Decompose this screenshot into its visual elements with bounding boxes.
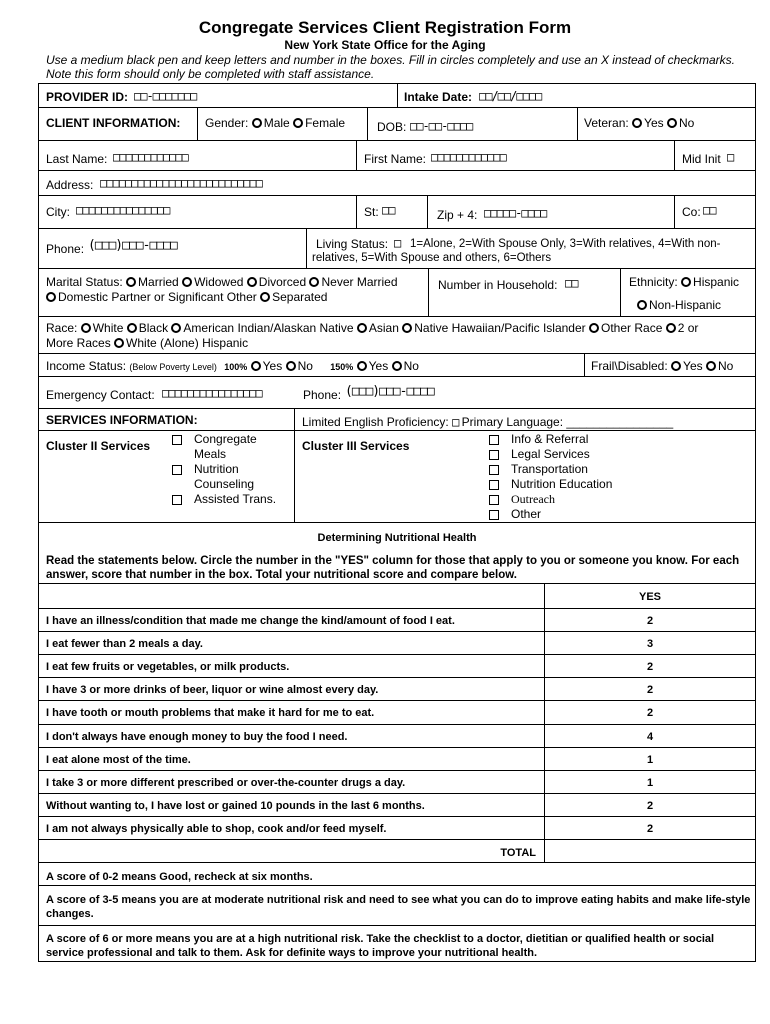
cluster-ii-item bbox=[172, 462, 294, 492]
total-score-box[interactable] bbox=[545, 840, 755, 861]
nutrition-question: I eat few fruits or vegetables, or milk products. bbox=[46, 661, 290, 673]
table-row-divider bbox=[38, 724, 756, 725]
dob-label: DOB: bbox=[377, 120, 407, 134]
row-divider bbox=[38, 353, 756, 354]
col-divider bbox=[356, 140, 357, 170]
living-status-options: 1=Alone, 2=With Spouse Only, 3=With relatives, 4=With non-relatives, 5=With Spouse and others, 6=Others bbox=[312, 238, 721, 264]
cluster-ii-list bbox=[172, 432, 294, 507]
cluster-iii-item-label: Nutrition Education bbox=[511, 477, 613, 491]
form-header bbox=[0, 18, 770, 52]
state-label: St: bbox=[364, 205, 379, 219]
row-divider bbox=[38, 376, 756, 377]
row-divider bbox=[38, 170, 756, 171]
cluster-ii-checkbox[interactable] bbox=[172, 495, 182, 505]
race-two-or-more-label-start: 2 or bbox=[677, 321, 699, 335]
cluster-ii-item bbox=[172, 492, 294, 507]
city-boxes[interactable]: □□□□□□□□□□□□□□□ bbox=[76, 203, 170, 217]
form-subtitle: New York State Office for the Aging bbox=[284, 38, 486, 52]
nutrition-question: I have tooth or mouth problems that make it hard for me to eat. bbox=[46, 707, 375, 719]
race-two-or-more-radio[interactable] bbox=[666, 323, 676, 333]
nutrition-question: I am not always physically able to shop, cook and/or feed myself. bbox=[46, 823, 387, 835]
marital-divorced-label: Divorced bbox=[258, 275, 307, 289]
cluster-iii-item bbox=[489, 462, 612, 477]
race-black-label: Black bbox=[138, 321, 169, 335]
mid-init-label: Mid Init bbox=[682, 152, 721, 166]
cluster-iii-item bbox=[489, 447, 612, 462]
score-good-text: A score of 0-2 means Good, recheck at six months. bbox=[46, 871, 313, 883]
mid-init-box[interactable]: □ bbox=[727, 150, 734, 164]
income-150-yes-label: Yes bbox=[368, 359, 389, 373]
nutrition-score[interactable]: 3 bbox=[646, 638, 654, 650]
cluster-iii-checkbox[interactable] bbox=[489, 435, 499, 445]
cluster-iii-item bbox=[489, 507, 612, 522]
cluster-iii-item-label: Info & Referral bbox=[511, 432, 589, 446]
income-100-yes-radio[interactable] bbox=[251, 361, 261, 371]
row-divider bbox=[38, 430, 756, 431]
marital-never-married-label: Never Married bbox=[321, 275, 398, 289]
cluster-iii-item-label: Other bbox=[511, 507, 542, 521]
first-name-label: First Name: bbox=[364, 152, 427, 166]
nutrition-score[interactable]: 4 bbox=[646, 731, 654, 743]
score-moderate-text: A score of 3-5 means you are at moderate nutritional risk and need to see what you can do to improve eating habits and make life-style changes. bbox=[46, 894, 751, 920]
ethnicity-non-hispanic-radio[interactable] bbox=[637, 300, 647, 310]
score-high-text: A score of 6 or more means you are at a high nutritional risk. Take the checklist to a doctor, dietitian or qualified health or social service professional and talk to them. Ask for definite ways to improve your nutritional health. bbox=[46, 933, 715, 959]
county-boxes[interactable]: □□ bbox=[703, 203, 716, 217]
cluster-ii-item-label: Congregate Meals bbox=[194, 432, 257, 461]
nutrition-score[interactable]: 2 bbox=[646, 615, 654, 627]
cluster-iii-checkbox[interactable] bbox=[489, 510, 499, 520]
ethnicity-hispanic-radio[interactable] bbox=[681, 277, 691, 287]
marital-widowed-radio[interactable] bbox=[182, 277, 192, 287]
gender-male-radio[interactable] bbox=[252, 118, 262, 128]
marital-status-row2 bbox=[46, 290, 327, 304]
col-divider bbox=[620, 268, 621, 316]
cluster-iii-item bbox=[489, 492, 612, 507]
table-row-divider bbox=[38, 700, 756, 701]
table-row-divider bbox=[38, 793, 756, 794]
lep-field bbox=[302, 415, 673, 429]
veteran-yes-label: Yes bbox=[644, 116, 664, 130]
nutrition-score[interactable]: 2 bbox=[646, 684, 654, 696]
nutrition-score[interactable]: 2 bbox=[646, 707, 654, 719]
nutrition-title: Determining Nutritional Health bbox=[317, 532, 477, 544]
veteran-field bbox=[584, 116, 694, 130]
provider-id-boxes[interactable]: □□-□□□□□□□ bbox=[134, 89, 197, 103]
intake-date-boxes[interactable]: □□/□□/□□□□ bbox=[479, 89, 542, 103]
col-divider bbox=[428, 268, 429, 316]
nutrition-question: I don't always have enough money to buy the food I need. bbox=[46, 731, 348, 743]
gender-male-label: Male bbox=[263, 116, 290, 130]
race-asian-label: Asian bbox=[368, 321, 399, 335]
marital-separated-radio[interactable] bbox=[260, 292, 270, 302]
race-row2 bbox=[46, 336, 248, 350]
cluster-iii-item bbox=[489, 477, 612, 492]
race-hispanic-label: Hispanic bbox=[202, 336, 249, 350]
veteran-label: Veteran: bbox=[584, 116, 629, 130]
race-white-alone-radio[interactable] bbox=[114, 338, 124, 348]
race-american-indian-radio[interactable] bbox=[171, 323, 181, 333]
race-hawaiian-radio[interactable] bbox=[402, 323, 412, 333]
yes-column-header: YES bbox=[638, 591, 661, 603]
race-two-or-more-label-end: More Races bbox=[46, 336, 111, 350]
emergency-contact-label: Emergency Contact: bbox=[46, 388, 155, 402]
race-asian-radio[interactable] bbox=[357, 323, 367, 333]
cluster-iii-item-label: Outreach bbox=[511, 492, 555, 506]
table-row-divider bbox=[38, 816, 756, 817]
col-divider bbox=[674, 195, 675, 228]
table-row-divider bbox=[38, 583, 756, 584]
marital-married-label: Married bbox=[138, 275, 179, 289]
nutrition-question: I eat fewer than 2 meals a day. bbox=[46, 638, 203, 650]
nutrition-score[interactable]: 2 bbox=[646, 800, 654, 812]
last-name-boxes[interactable]: □□□□□□□□□□□□ bbox=[113, 150, 188, 164]
form-instructions: Use a medium black pen and keep letters and number in the boxes. Fill in circles completely and use an X instead of checkmarks. Note this form should only be completed with staff assistance. bbox=[46, 53, 736, 81]
table-row-divider bbox=[38, 747, 756, 748]
ethnicity-row2 bbox=[637, 298, 721, 312]
race-hawaiian-label: Native Hawaiian/Pacific Islander bbox=[414, 321, 586, 335]
cluster-iii-checkbox[interactable] bbox=[489, 480, 499, 490]
living-status-box[interactable]: □ bbox=[394, 236, 401, 250]
cluster-iii-item bbox=[489, 432, 612, 447]
first-name-boxes[interactable]: □□□□□□□□□□□□ bbox=[431, 150, 506, 164]
nutrition-instructions: Read the statements below. Circle the number in the "YES" column for those that apply to you or someone you know. For each answer, score that number in the box. Total your nutritional score and compare below. bbox=[46, 555, 740, 581]
income-status-label: Income Status: bbox=[46, 359, 127, 373]
income-below-poverty-label: (Below Poverty Level) bbox=[129, 362, 217, 372]
col-divider bbox=[577, 107, 578, 140]
dob-boxes[interactable]: □□-□□-□□□□ bbox=[410, 119, 473, 133]
nutrition-question: I have 3 or more drinks of beer, liquor or wine almost every day. bbox=[46, 684, 379, 696]
cluster-iii-item-label: Legal Services bbox=[511, 447, 590, 461]
marital-married-radio[interactable] bbox=[126, 277, 136, 287]
zip-boxes[interactable]: □□□□□-□□□□ bbox=[484, 206, 547, 220]
income-150-label: 150% bbox=[330, 362, 354, 372]
row-divider bbox=[38, 195, 756, 196]
table-row-divider bbox=[38, 885, 756, 886]
income-100-label: 100% bbox=[224, 362, 248, 372]
cluster-iii-checkbox[interactable] bbox=[489, 450, 499, 460]
marital-divorced-radio[interactable] bbox=[247, 277, 257, 287]
nutrition-question: I have an illness/condition that made me change the kind/amount of food I eat. bbox=[46, 615, 455, 627]
marital-domestic-partner-label: Domestic Partner or Significant Other bbox=[58, 290, 257, 304]
income-100-yes-label: Yes bbox=[262, 359, 283, 373]
ethnicity-non-hispanic-label: Non-Hispanic bbox=[649, 298, 722, 312]
gender-label: Gender: bbox=[205, 116, 249, 130]
gender-female-label: Female bbox=[305, 116, 346, 130]
race-two-more-prefix: Race bbox=[634, 321, 663, 335]
frail-disabled-label: Frail\Disabled: bbox=[591, 359, 668, 373]
table-row-divider bbox=[38, 770, 756, 771]
living-status-label: Living Status: bbox=[316, 237, 389, 251]
form-title: Congregate Services Client Registration Form bbox=[198, 18, 572, 37]
marital-status-label: Marital Status: bbox=[46, 275, 123, 289]
household-label: Number in Household: bbox=[438, 278, 558, 292]
cluster-iii-checkbox[interactable] bbox=[489, 495, 499, 505]
ethnicity-row1 bbox=[629, 275, 739, 289]
county-label: Co: bbox=[682, 205, 701, 219]
intake-date-label: Intake Date: bbox=[404, 90, 473, 104]
table-row-divider bbox=[38, 925, 756, 926]
income-100-no-radio[interactable] bbox=[286, 361, 296, 371]
veteran-no-label: No bbox=[678, 116, 695, 130]
cluster-ii-item bbox=[172, 432, 294, 462]
cluster-ii-item-label: Assisted Trans. bbox=[194, 492, 277, 506]
gender-female-radio[interactable] bbox=[293, 118, 303, 128]
income-status-field bbox=[46, 359, 419, 374]
row-divider bbox=[38, 107, 756, 108]
total-label: TOTAL bbox=[500, 847, 536, 859]
col-divider bbox=[306, 228, 307, 268]
col-divider bbox=[367, 107, 368, 140]
cluster-iii-checkbox[interactable] bbox=[489, 465, 499, 475]
col-divider bbox=[584, 353, 585, 376]
nutrition-score[interactable]: 2 bbox=[646, 661, 654, 673]
last-name-label: Last Name: bbox=[46, 152, 108, 166]
col-divider bbox=[356, 195, 357, 228]
household-boxes[interactable]: □□ bbox=[565, 276, 578, 290]
race-other-radio[interactable] bbox=[589, 323, 599, 333]
ethnicity-hispanic-label: Hispanic bbox=[693, 275, 740, 289]
income-100-no-label: No bbox=[297, 359, 313, 373]
address-boxes[interactable]: □□□□□□□□□□□□□□□□□□□□□□□□□□ bbox=[100, 176, 262, 190]
frail-yes-radio[interactable] bbox=[671, 361, 681, 371]
lep-label: Limited English Proficiency: bbox=[302, 415, 449, 429]
table-row-divider bbox=[38, 608, 756, 609]
nutrition-score[interactable]: 1 bbox=[646, 754, 654, 766]
marital-domestic-partner-radio[interactable] bbox=[46, 292, 56, 302]
veteran-no-radio[interactable] bbox=[667, 118, 677, 128]
race-white-radio[interactable] bbox=[81, 323, 91, 333]
col-divider bbox=[197, 107, 198, 140]
table-row-divider bbox=[38, 631, 756, 632]
cluster-iii-item-label: Transportation bbox=[511, 462, 588, 476]
nutrition-score[interactable]: 1 bbox=[646, 777, 654, 789]
table-row-divider bbox=[38, 677, 756, 678]
lep-box[interactable]: □ bbox=[452, 415, 459, 429]
row-divider bbox=[38, 268, 756, 269]
race-white-label: White bbox=[92, 321, 124, 335]
cluster-iii-label: Cluster III Services bbox=[302, 439, 410, 453]
marital-status-row1 bbox=[46, 275, 398, 289]
col-divider bbox=[294, 408, 295, 523]
phone-label: Phone: bbox=[46, 242, 85, 256]
cluster-ii-item-label: Nutrition Counseling bbox=[194, 462, 255, 491]
marital-widowed-label: Widowed bbox=[194, 275, 244, 289]
row-divider bbox=[38, 408, 756, 409]
race-white-alone-label: White (Alone) bbox=[126, 336, 199, 350]
race-other-label: Other bbox=[601, 321, 632, 335]
race-black-radio[interactable] bbox=[127, 323, 137, 333]
client-information-label: CLIENT INFORMATION: bbox=[46, 116, 181, 130]
nutrition-question: Without wanting to, I have lost or gained 10 pounds in the last 6 months. bbox=[46, 800, 425, 812]
table-row-divider bbox=[38, 862, 756, 863]
frail-no-radio[interactable] bbox=[706, 361, 716, 371]
state-boxes[interactable]: □□ bbox=[382, 203, 395, 217]
provider-id-label: PROVIDER ID: bbox=[46, 90, 129, 104]
nutrition-question: I take 3 or more different prescribed or over-the-counter drugs a day. bbox=[46, 777, 406, 789]
nutrition-question: I eat alone most of the time. bbox=[46, 754, 191, 766]
cluster-ii-label: Cluster II Services bbox=[46, 439, 151, 453]
nutrition-score[interactable]: 2 bbox=[646, 823, 654, 835]
race-label: Race: bbox=[46, 321, 78, 335]
race-row1 bbox=[46, 321, 698, 335]
city-label: City: bbox=[46, 205, 70, 219]
cluster-ii-checkbox[interactable] bbox=[172, 465, 182, 475]
income-150-no-label: No bbox=[403, 359, 419, 373]
zip-label: Zip + 4: bbox=[437, 208, 478, 222]
phone-boxes[interactable]: (□□□)□□□-□□□□ bbox=[88, 238, 177, 253]
cluster-ii-checkbox[interactable] bbox=[172, 435, 182, 445]
emergency-phone-boxes[interactable]: (□□□)□□□-□□□□ bbox=[345, 384, 434, 399]
col-divider bbox=[674, 140, 675, 170]
col-divider bbox=[397, 83, 398, 107]
income-150-yes-radio[interactable] bbox=[357, 361, 367, 371]
emergency-contact-boxes[interactable]: □□□□□□□□□□□□□□□□ bbox=[162, 386, 262, 400]
col-divider bbox=[427, 195, 428, 228]
row-divider bbox=[38, 228, 756, 229]
primary-language-label: Primary Language: bbox=[461, 415, 564, 429]
income-150-no-radio[interactable] bbox=[392, 361, 402, 371]
row-divider bbox=[38, 140, 756, 141]
address-label: Address: bbox=[46, 178, 94, 192]
frail-disabled-field bbox=[591, 359, 733, 373]
frail-no-label: No bbox=[717, 359, 734, 373]
emergency-phone-label: Phone: bbox=[303, 388, 342, 402]
gender-field bbox=[205, 116, 345, 130]
services-information-label: SERVICES INFORMATION: bbox=[46, 413, 198, 427]
cluster-iii-list bbox=[489, 432, 612, 522]
frail-yes-label: Yes bbox=[683, 359, 703, 373]
primary-language-input[interactable]: ________________ bbox=[566, 415, 674, 429]
row-divider bbox=[38, 316, 756, 317]
veteran-yes-radio[interactable] bbox=[632, 118, 642, 128]
table-row-divider bbox=[38, 654, 756, 655]
ethnicity-label: Ethnicity: bbox=[629, 275, 678, 289]
race-american-indian-label: American Indian/Alaskan Native bbox=[183, 321, 354, 335]
marital-never-married-radio[interactable] bbox=[309, 277, 319, 287]
marital-separated-label: Separated bbox=[272, 290, 328, 304]
